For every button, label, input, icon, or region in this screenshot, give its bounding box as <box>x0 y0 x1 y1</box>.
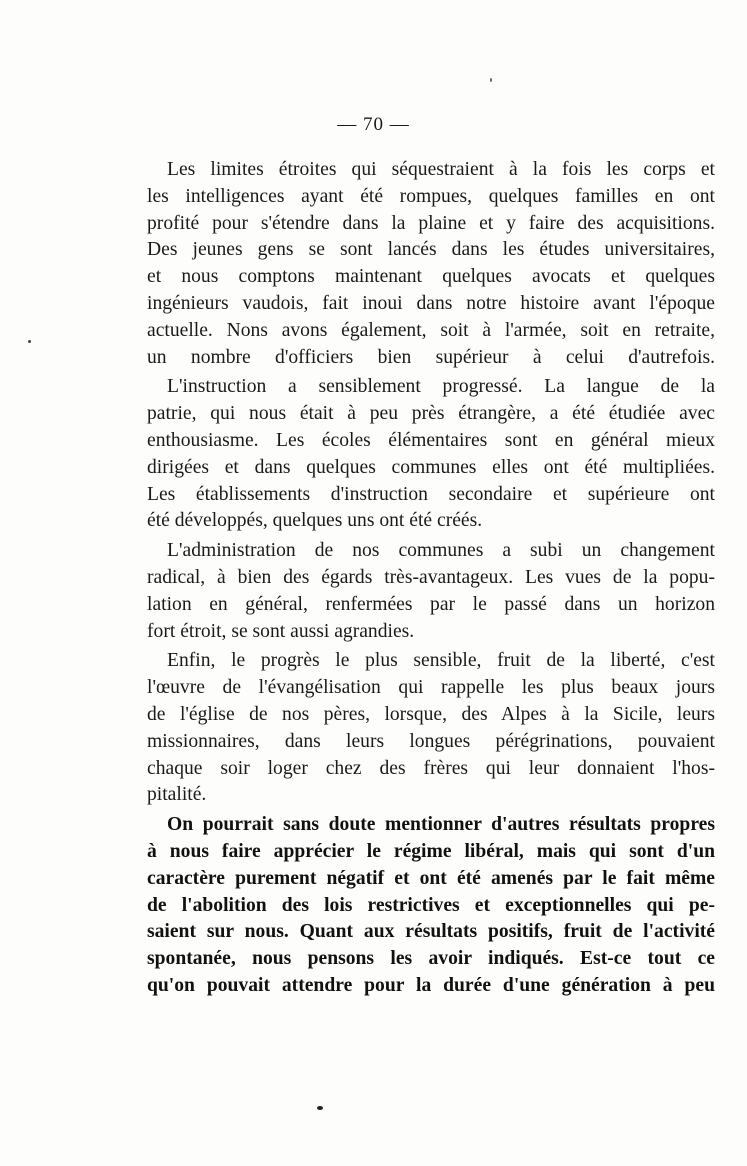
text-line: L'administration de nos communes a subi un changement <box>167 540 715 562</box>
text-line: lation en général, renfermées par le passé dans un horizon <box>147 593 715 615</box>
text-line: Enfin, le progrès le plus sensible, fruit de la liberté, c'est <box>167 650 715 672</box>
text-line: et nous comptons maintenant quelques avocats et quelques <box>147 266 715 288</box>
text-line: spontanée, nous pensons les avoir indiqués. Est-ce tout ce <box>147 948 715 970</box>
text-line: pitalité. <box>147 784 207 806</box>
paragraph-5 <box>127 812 715 1000</box>
text-line: qu'on pouvait attendre pour la durée d'une génération à peu <box>147 974 715 996</box>
paragraph-4 <box>127 648 715 809</box>
text-line: radical, à bien des égards très-avantageux. Les vues de la popu- <box>147 566 715 588</box>
text-line: ingénieurs vaudois, fait inoui dans notre histoire avant l'époque <box>147 292 715 314</box>
text-line: Des jeunes gens se sont lancés dans les études universitaires, <box>147 239 715 261</box>
text-line: L'instruction a sensiblement progressé. La langue de la <box>167 376 715 398</box>
text-line: fort étroit, se sont aussi agrandies. <box>147 620 415 642</box>
text-line: Les limites étroites qui séquestraient à la fois les corps et <box>167 159 715 180</box>
text-line: l'œuvre de l'évangélisation qui rappelle les plus beaux jours <box>147 677 715 699</box>
page-text <box>127 157 715 1000</box>
scan-speck <box>317 1106 323 1110</box>
text-line: à nous faire apprécier le régime libéral, mais qui sont d'un <box>147 840 715 862</box>
text-line: missionnaires, dans leurs longues pérégrinations, pouvaient <box>147 730 715 752</box>
text-line: Les établissements d'instruction secondaire et supérieure ont <box>147 483 715 505</box>
text-line: dirigées et dans quelques communes elles ont été multipliées. <box>147 456 715 478</box>
page-number: — 70 — <box>337 114 410 135</box>
paragraph-1 <box>127 157 715 371</box>
text-line: chaque soir loger chez des frères qui leur donnaient l'hos- <box>147 757 715 779</box>
text-line: enthousiasme. Les écoles élémentaires sont en général mieux <box>147 429 715 451</box>
text-line: saient sur nous. Quant aux résultats positifs, fruit de l'activité <box>147 921 715 943</box>
text-line: patrie, qui nous était à peu près étrangère, a été étudiée avec <box>147 403 715 425</box>
text-line: de l'abolition des lois restrictives et exceptionnelles qui pe- <box>147 894 715 916</box>
scan-speck <box>28 340 31 343</box>
text-line: caractère purement négatif et ont été amenés par le fait même <box>147 867 715 889</box>
text-line: On pourrait sans doute mentionner d'autres résultats propres <box>167 814 715 836</box>
text-line: de l'église de nos pères, lorsque, des Alpes à la Sicile, leurs <box>147 703 715 725</box>
scan-speck <box>490 78 492 82</box>
text-line: un nombre d'officiers bien supérieur à celui d'autrefois. <box>147 346 715 368</box>
text-line: été développés, quelques uns ont été créés. <box>147 510 483 532</box>
text-line: les intelligences ayant été rompues, quelques familles en ont <box>147 185 715 207</box>
paragraph-3 <box>127 538 715 645</box>
paragraph-2 <box>127 374 715 535</box>
text-line: profité pour s'étendre dans la plaine et y faire des acquisitions. <box>147 212 715 234</box>
text-line: actuelle. Nons avons également, soit à l'armée, soit en retraite, <box>147 319 715 341</box>
